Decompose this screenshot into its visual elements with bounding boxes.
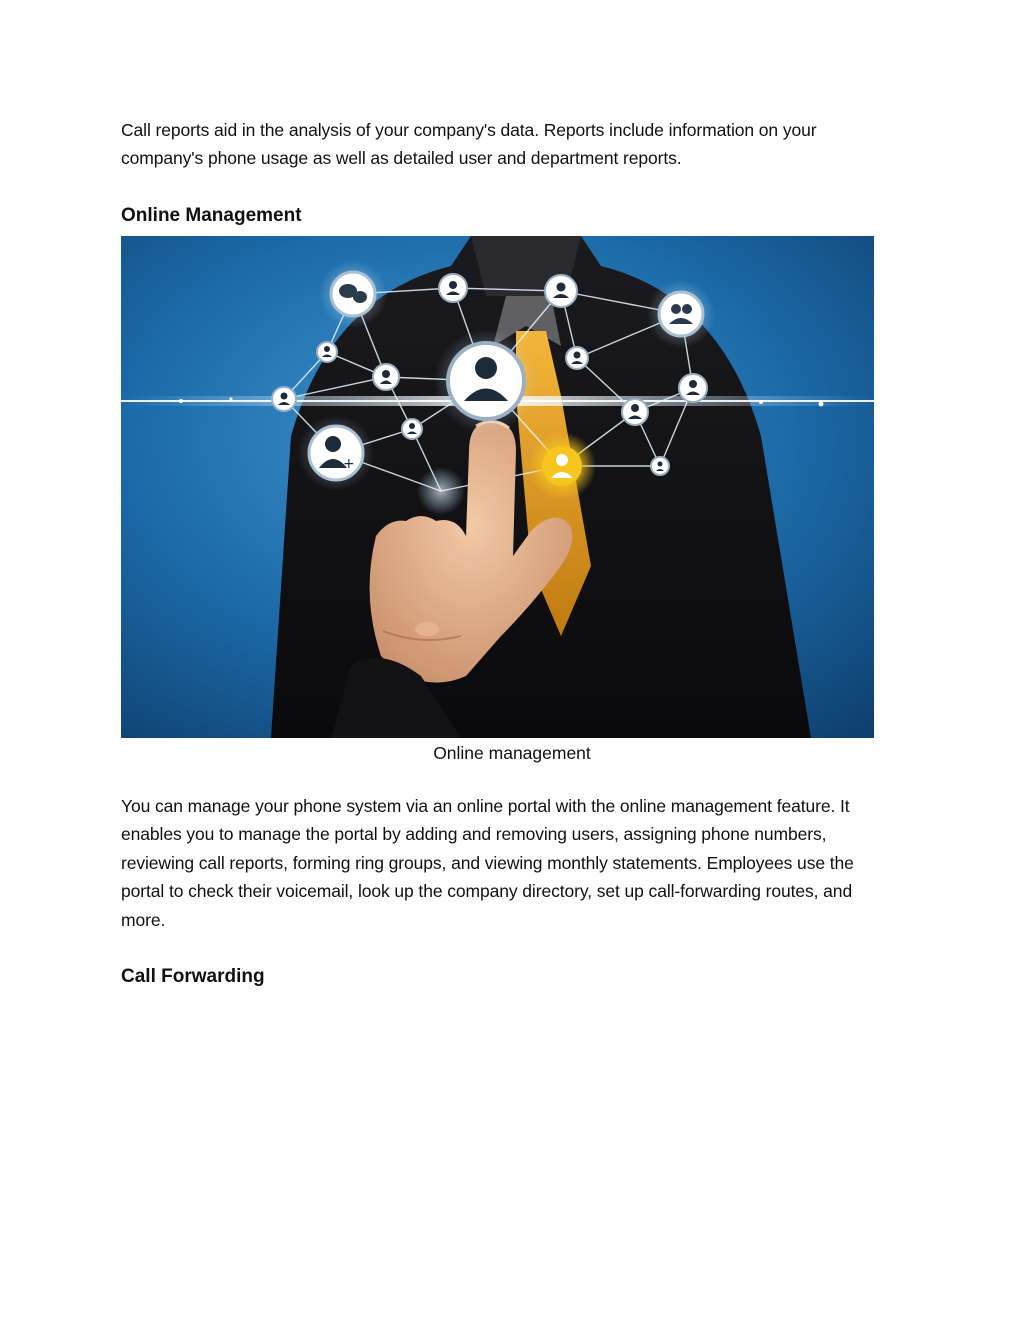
image-caption: Online management (433, 743, 591, 763)
online-management-image (121, 236, 874, 738)
section-heading-online-management: Online Management (121, 205, 302, 226)
online-management-paragraph: You can manage your phone system via an online portal with the online management feature. It enables you to manage the portal by adding and removing users, assigning phone numbers, reviewing call reports, forming ring groups, and viewing monthly statements. Employees use the portal to check their voicemail, look up the company directory, set up call-forwarding routes, and more. (121, 796, 854, 930)
section-heading-call-forwarding: Call Forwarding (121, 966, 265, 987)
intro-paragraph: Call reports aid in the analysis of your company's data. Reports include information on your company's phone usage as well as detailed user and department reports. (121, 120, 817, 169)
svg-text:+: + (343, 456, 355, 472)
